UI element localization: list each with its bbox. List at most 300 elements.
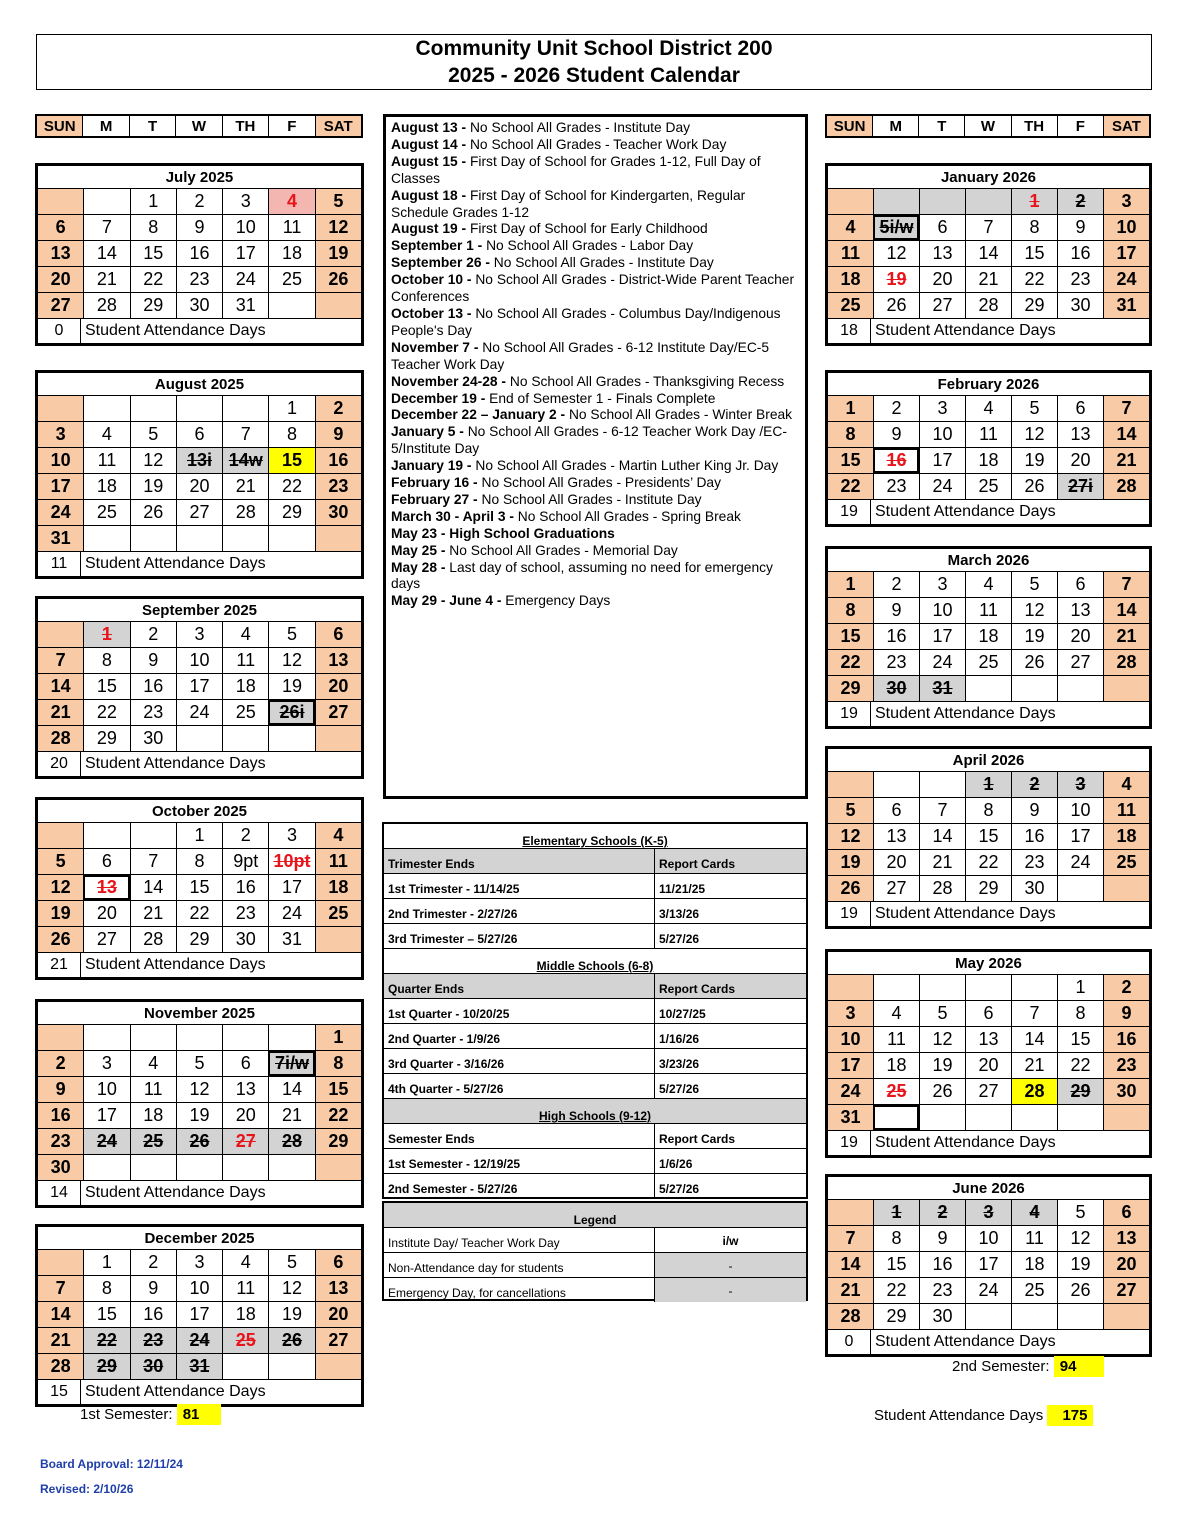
day-cell: 16 [873,448,919,473]
day-cell: 18 [873,1053,919,1078]
day-cell: 27 [38,293,83,318]
day-cell: 2 [315,396,361,421]
day-cell: 24 [83,1129,129,1154]
day-cell: 27 [965,1079,1011,1104]
event-description: No School All Grades - Winter Break [568,407,793,423]
day-cell [919,772,965,797]
day-cell [130,1025,176,1050]
day-cell: 23 [873,474,919,499]
day-cell: 19 [828,850,873,875]
day-cell: 14 [828,1252,873,1277]
day-cell: 22 [176,901,222,926]
day-cell: 30 [222,927,268,952]
day-cell: 26 [1011,650,1057,675]
attendance-row [38,752,361,776]
day-cell: 4 [222,622,268,647]
day-cell [222,1025,268,1050]
day-cell: 18 [965,624,1011,649]
event-item [391,255,800,272]
day-cell: 2 [1103,975,1149,1000]
day-cell: 11 [828,241,873,266]
day-cell [919,975,965,1000]
day-cell [176,726,222,751]
day-cell: 17 [38,474,83,499]
first-semester-label: 1st Semester: [80,1406,173,1423]
day-cell: 20 [222,1103,268,1128]
week-row [38,448,361,474]
day-cell: 15 [130,241,176,266]
day-header-thu: TH [1011,116,1057,136]
day-cell: 2 [919,1200,965,1225]
event-description: No School All Grades - Presidents’ Day [481,475,721,491]
week-row [38,1051,361,1077]
week-row [828,598,1149,624]
week-row [828,293,1149,319]
week-row [38,1354,361,1380]
day-cell: 9 [873,598,919,623]
attendance-count: 0 [828,1330,871,1354]
day-cell: 27 [873,876,919,901]
important-dates-box [383,114,808,799]
event-date: September 26 - [391,255,494,271]
month-calendar [825,1174,1152,1357]
day-cell [1103,1304,1149,1329]
day-cell: 8 [873,1226,919,1251]
week-row [38,241,361,267]
event-description: First Day of School for Grades 1-12, Full Day of Classes [391,153,761,186]
day-cell: 29 [83,726,129,751]
day-cell: 25 [315,901,361,926]
day-cell: 30 [1011,876,1057,901]
week-row [828,624,1149,650]
day-cell: 23 [315,474,361,499]
day-cell: 2 [38,1051,83,1076]
elementary-section-title: Elementary Schools (K-5) [384,824,806,849]
day-cell [83,823,129,848]
day-cell [38,823,83,848]
day-cell [222,1155,268,1180]
day-cell: 7 [919,798,965,823]
day-cell [222,726,268,751]
attendance-row [828,1131,1149,1155]
day-cell: 30 [130,726,176,751]
term-end: 1st Quarter - 10/20/25 [384,999,655,1023]
day-cell [176,526,222,551]
month-calendar [35,370,364,579]
day-cell: 5 [176,1051,222,1076]
day-cell: 6 [1103,1200,1149,1225]
event-description: Emergency Days [505,593,611,609]
column-header: Report Cards [659,857,736,871]
table-row [384,924,806,949]
day-cell: 1 [873,1200,919,1225]
day-header-thu: TH [222,116,268,136]
week-row [828,1027,1149,1053]
event-description: End of Semester 1 - Finals Complete [489,390,716,406]
day-header-mon: M [82,116,128,136]
day-cell: 3 [965,1200,1011,1225]
week-row [828,1079,1149,1105]
day-cell: 25 [222,700,268,725]
day-cell [38,622,83,647]
day-cell: 15 [1057,1027,1103,1052]
day-cell: 25 [1011,1278,1057,1303]
day-cell: 22 [873,1278,919,1303]
term-end: 3rd Quarter - 3/16/26 [384,1049,655,1073]
month-calendar [35,797,364,980]
day-cell [83,189,129,214]
day-cell: 30 [1103,1079,1149,1104]
day-cell: 9 [1103,1001,1149,1026]
event-date: November 24-28 - [391,373,510,389]
day-cell [828,975,873,1000]
day-cell: 15 [828,624,873,649]
day-cell: 7 [130,849,176,874]
day-cell: 20 [965,1053,1011,1078]
term-end: 3rd Trimester – 5/27/26 [384,924,655,948]
day-cell: 2 [873,572,919,597]
day-cell [1057,876,1103,901]
week-row [828,798,1149,824]
day-cell: 2 [1011,772,1057,797]
day-cell: 13i [176,448,222,473]
day-cell: 26i [268,700,314,725]
day-cell: 18 [1011,1252,1057,1277]
day-cell: 11 [222,1276,268,1301]
month-title: October 2025 [38,800,361,823]
week-row [828,241,1149,267]
day-header-tue: T [129,116,175,136]
day-cell: 22 [130,267,176,292]
week-row [38,396,361,422]
day-cell [222,526,268,551]
day-cell [919,1105,965,1130]
day-cell: 27 [1103,1278,1149,1303]
legend-symbol: - [655,1253,806,1277]
week-row [828,650,1149,676]
day-cell: 6 [315,622,361,647]
day-cell: 24 [828,1079,873,1104]
day-cell: 7 [38,1276,83,1301]
event-item [391,526,800,543]
day-cell: 20 [1057,624,1103,649]
attendance-label: Student Attendance Days [85,1383,266,1400]
attendance-count: 21 [38,953,81,977]
day-cell: 9 [315,422,361,447]
day-cell: 5 [315,189,361,214]
day-cell: 21 [1011,1053,1057,1078]
day-cell: 18 [130,1103,176,1128]
attendance-row [828,702,1149,726]
day-cell: 19 [130,474,176,499]
day-cell [828,1200,873,1225]
day-cell: 10 [222,215,268,240]
day-cell: 16 [315,448,361,473]
week-row [828,876,1149,902]
day-cell: 8 [1057,1001,1103,1026]
day-cell [965,975,1011,1000]
day-cell: 16 [1057,241,1103,266]
day-cell: 14 [83,241,129,266]
attendance-label: Student Attendance Days [85,755,266,772]
column-header: Quarter Ends [384,974,655,998]
day-cell: 24 [268,901,314,926]
week-row [828,1226,1149,1252]
day-cell: 13 [1057,422,1103,447]
day-cell: 30 [38,1155,83,1180]
day-cell [873,975,919,1000]
event-item [391,137,800,154]
day-cell: 26 [38,927,83,952]
day-cell: 24 [176,700,222,725]
week-row [38,927,361,953]
day-cell: 11 [268,215,314,240]
day-cell [176,396,222,421]
term-end: 1st Semester - 12/19/25 [384,1149,655,1173]
event-date: May 28 - [391,559,450,575]
month-calendar [825,949,1152,1158]
day-header-sat: SAT [1103,116,1149,136]
day-cell: 27 [315,700,361,725]
day-cell [38,1250,83,1275]
day-cell: 24 [1103,267,1149,292]
day-cell: 29 [873,1304,919,1329]
month-title: April 2026 [828,749,1149,772]
day-cell: 27 [176,500,222,525]
day-header-sun: SUN [37,116,82,136]
day-cell: 14 [1103,422,1149,447]
event-item [391,593,800,610]
day-cell: 6 [176,422,222,447]
week-row [828,772,1149,798]
attendance-label: Student Attendance Days [875,503,1056,520]
day-cell [83,1025,129,1050]
day-cell: 27 [919,293,965,318]
day-cell: 17 [176,1302,222,1327]
month-calendar [35,999,364,1208]
day-cell: 27 [1057,650,1103,675]
day-cell: 23 [1011,850,1057,875]
attendance-count: 20 [38,752,81,776]
day-cell [38,1025,83,1050]
day-cell: 22 [1011,267,1057,292]
legend-label: Emergency Day, for cancellations [384,1278,655,1302]
day-cell [268,1354,314,1379]
day-header-fri: F [1057,116,1103,136]
month-title: November 2025 [38,1002,361,1025]
day-cell: 29 [1011,293,1057,318]
day-cell [965,1105,1011,1130]
event-description: No School All Grades - Institute Day [469,120,691,135]
day-cell: 11 [1011,1226,1057,1251]
high-header-row [384,1124,806,1149]
event-item [391,340,800,374]
day-cell: 10pt [268,849,314,874]
day-cell [222,1354,268,1379]
event-description: No School All Grades - Institute Day [481,491,702,507]
legend-table [382,1201,808,1301]
day-cell: 13 [315,648,361,673]
day-cell: 13 [965,1027,1011,1052]
day-cell: 2 [130,1250,176,1275]
day-cell: 20 [873,850,919,875]
event-item [391,424,800,458]
report-card-date: 3/13/26 [659,907,700,921]
day-cell: 11 [1103,798,1149,823]
day-cell: 7 [1011,1001,1057,1026]
day-cell: 12 [315,215,361,240]
event-description: No School All Grades - District-Wide Parent Teacher Conferences [391,272,795,305]
day-cell [38,396,83,421]
event-description: No School All Grades - 6-12 Teacher Work Day /EC-5/Institute Day [391,424,787,457]
day-cell: 18 [222,1302,268,1327]
day-cell: 27 [83,927,129,952]
day-cell: 25 [965,650,1011,675]
day-cell: 19 [38,901,83,926]
day-cell: 30 [130,1354,176,1379]
day-cell: 22 [83,1328,129,1353]
attendance-label: Student Attendance Days [85,555,266,572]
day-cell: 11 [965,422,1011,447]
day-cell [130,823,176,848]
attendance-row [38,552,361,576]
week-row [828,676,1149,702]
day-cell: 5 [1011,572,1057,597]
day-cell: 1 [268,396,314,421]
day-cell: 24 [919,474,965,499]
day-cell: 29 [176,927,222,952]
day-header-wed: W [175,116,221,136]
event-date: August 15 - [391,153,470,169]
day-cell: 9 [873,422,919,447]
day-cell: 9 [38,1077,83,1102]
day-cell: 23 [873,650,919,675]
day-cell: 6 [315,1250,361,1275]
day-cell: 23 [176,267,222,292]
day-cell: 4 [965,572,1011,597]
event-item [391,560,800,594]
week-row [38,823,361,849]
day-cell: 30 [176,293,222,318]
event-date: September 1 - [391,238,487,254]
day-cell: 1 [828,572,873,597]
week-row [828,975,1149,1001]
attendance-row [828,902,1149,926]
day-cell: 29 [83,1354,129,1379]
day-cell: 3 [828,1001,873,1026]
day-cell: 25 [1103,850,1149,875]
annual-total-label: Student Attendance Days [874,1407,1044,1424]
day-cell: 7 [38,648,83,673]
event-date: December 22 – January 2 - [391,407,569,423]
day-cell [965,676,1011,701]
day-cell: 25 [222,1328,268,1353]
event-item [391,188,800,222]
legend-label: Institute Day/ Teacher Work Day [384,1228,655,1252]
day-cell: 8 [1011,215,1057,240]
day-cell [176,1155,222,1180]
day-cell: 9pt [222,849,268,874]
day-cell: 12 [828,824,873,849]
day-cell: 12 [38,875,83,900]
day-cell: 11 [222,648,268,673]
day-cell: 14 [38,674,83,699]
day-cell [1011,1105,1057,1130]
term-end: 1st Trimester - 11/14/25 [384,874,655,898]
day-cell: 11 [83,448,129,473]
report-card-date: 5/27/26 [659,1182,700,1196]
week-row [38,1025,361,1051]
day-cell: 19 [1057,1252,1103,1277]
day-cell: 16 [130,674,176,699]
event-item [391,391,800,408]
day-cell: 6 [1057,396,1103,421]
day-cell: 19 [315,241,361,266]
term-end: 2nd Semester - 5/27/26 [384,1174,655,1198]
day-cell: 25 [83,500,129,525]
day-cell: 24 [1057,850,1103,875]
day-cell: 3 [919,396,965,421]
legend-row [384,1228,806,1253]
week-row [38,422,361,448]
day-cell: 21 [222,474,268,499]
day-cell: 22 [828,650,873,675]
day-cell: 16 [38,1103,83,1128]
day-cell: 15 [315,1077,361,1102]
attendance-count: 19 [828,1131,871,1155]
day-cell [1011,676,1057,701]
table-row [384,1149,806,1174]
day-cell: 15 [268,448,314,473]
day-cell: 21 [965,267,1011,292]
day-cell: 28 [38,726,83,751]
day-cell: 19 [873,267,919,292]
day-cell: 15 [83,674,129,699]
event-date: January 5 - [391,424,468,440]
week-row [38,526,361,552]
day-cell: 4 [222,1250,268,1275]
day-cell: 20 [38,267,83,292]
report-card-date: 5/27/26 [659,932,700,946]
day-cell [315,526,361,551]
day-header-sat: SAT [315,116,361,136]
legend-row [384,1253,806,1278]
day-cell: 1 [176,823,222,848]
week-row [828,448,1149,474]
day-cell: 16 [873,624,919,649]
week-row [38,293,361,319]
day-cell [1057,676,1103,701]
day-cell [873,189,919,214]
month-title: May 2026 [828,952,1149,975]
report-card-date: 10/27/25 [659,1007,706,1021]
event-item [391,238,800,255]
week-row [828,1200,1149,1226]
day-cell [222,396,268,421]
event-description: No School All Grades - Institute Day [493,255,714,271]
day-cell: 3 [919,572,965,597]
event-date: February 27 - [391,491,482,507]
month-calendar [825,546,1152,729]
event-item [391,458,800,475]
day-cell: 17 [176,674,222,699]
day-cell: 16 [919,1252,965,1277]
event-item [391,221,800,238]
column-header: Report Cards [659,1132,736,1146]
week-row [38,674,361,700]
day-cell: 22 [268,474,314,499]
event-description: No School All Grades - Spring Break [517,508,741,524]
